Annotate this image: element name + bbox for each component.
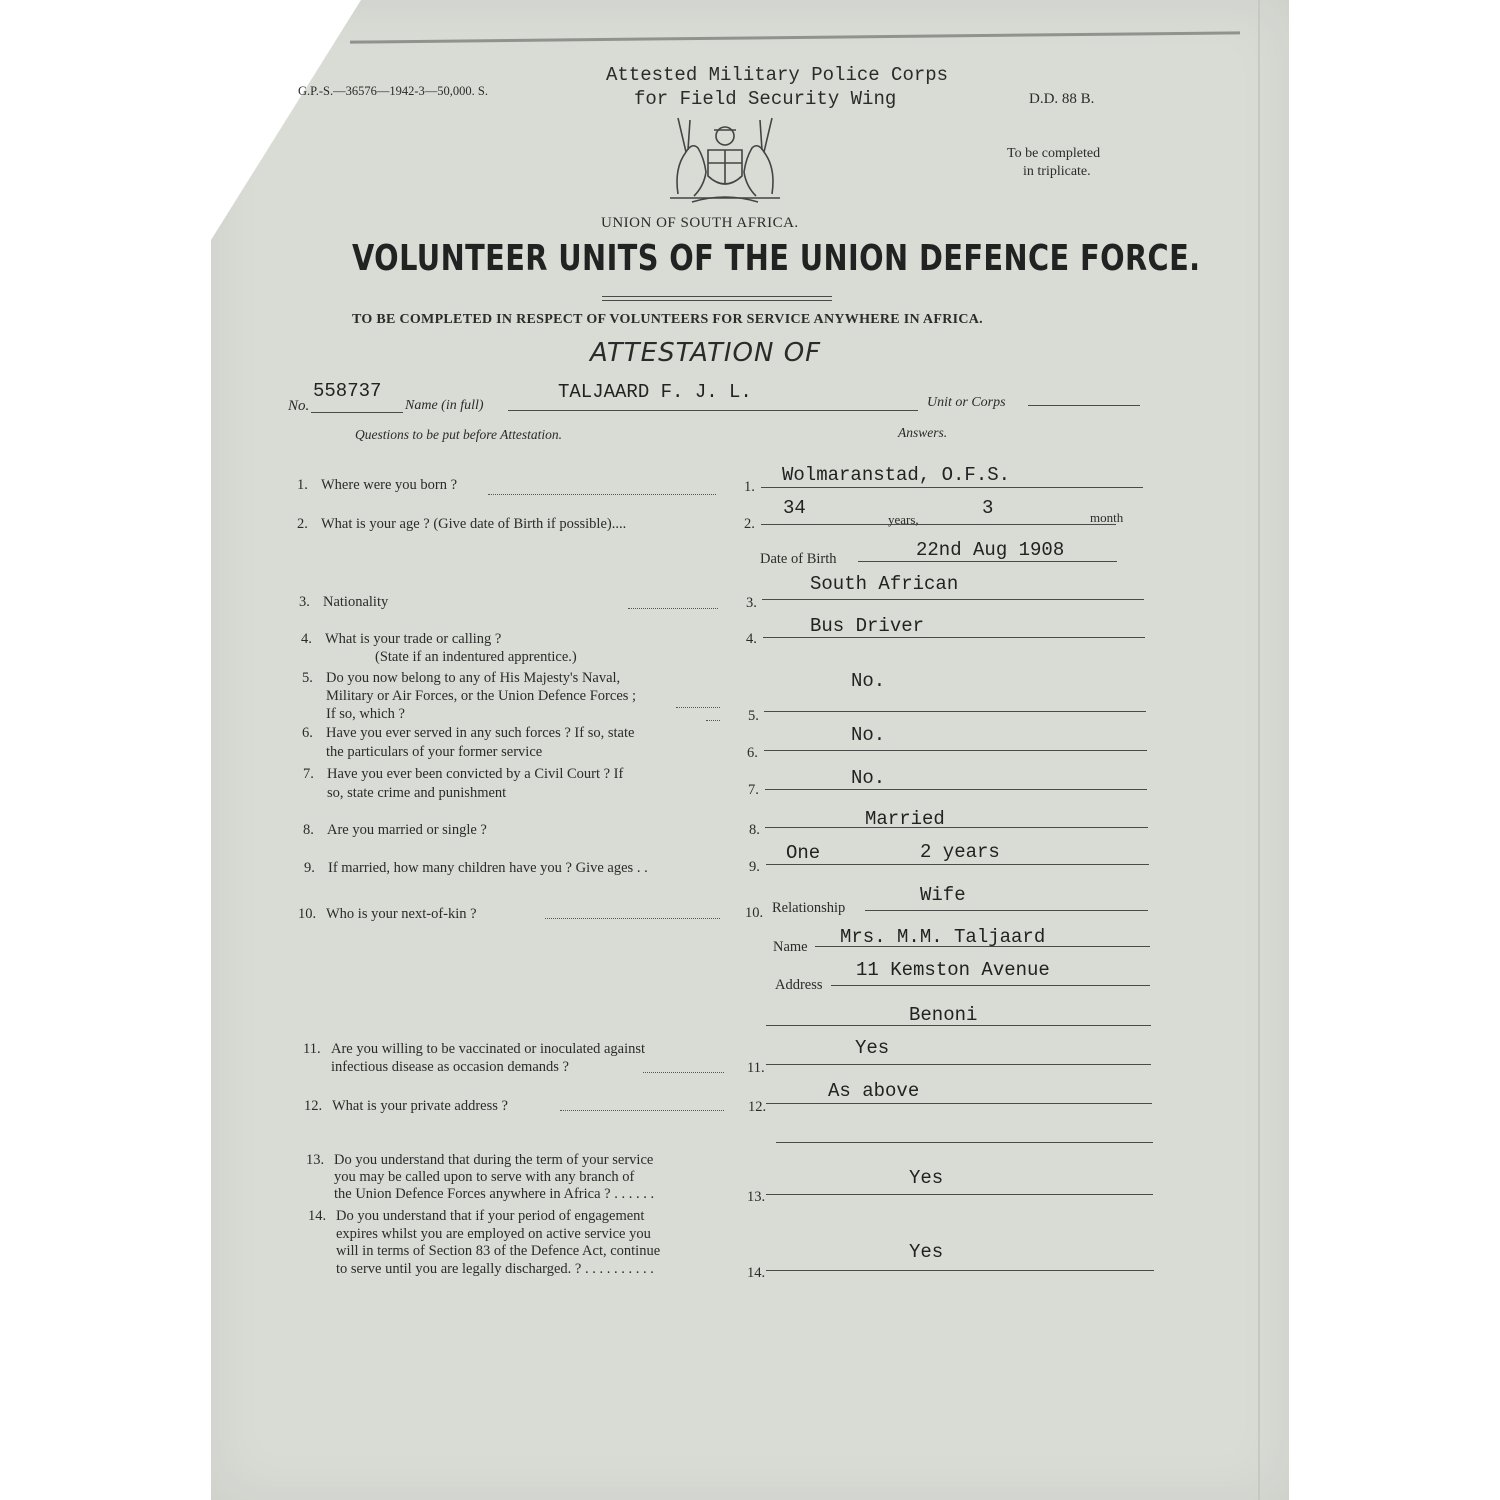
answer-number: 9. (749, 859, 760, 875)
question-4 (301, 630, 577, 666)
answer-relationship: Wife (920, 884, 966, 906)
answer-number: 1. (744, 479, 755, 495)
month-label: month (1090, 510, 1124, 525)
question-number: 6. (302, 725, 313, 741)
answer-number: 7. (748, 782, 759, 798)
corps-line-1: Attested Military Police Corps (606, 64, 949, 86)
answer-forces: No. (851, 670, 886, 692)
answer-line (765, 789, 1147, 790)
answer-line (776, 1142, 1153, 1143)
dotted-leader (488, 494, 716, 495)
name-label: Name (in full) (405, 398, 484, 413)
question-text: Are you married or single ? (327, 822, 487, 838)
question-text: Have you ever been convicted by a Civil Court ? If (327, 766, 624, 782)
answer-nationality: South African (810, 573, 959, 595)
answers-heading: Answers. (898, 425, 948, 440)
answer-number: 10. (745, 905, 764, 921)
name-line (508, 410, 918, 411)
answer-line (766, 1194, 1153, 1195)
answer-line (865, 910, 1148, 911)
question-text: Do you understand that during the term of your service (334, 1152, 654, 1168)
answer-line (765, 827, 1148, 828)
answer-kin-name: Mrs. M.M. Taljaard (840, 926, 1046, 948)
answer-birthplace: Wolmaranstad, O.F.S. (782, 464, 1011, 486)
dotted-leader (560, 1110, 724, 1111)
dotted-leader (545, 918, 720, 919)
answer-line (766, 1064, 1151, 1065)
question-number: 8. (303, 822, 314, 838)
question-number: 14. (308, 1208, 327, 1224)
question-7 (303, 765, 623, 803)
question-text: Have you ever served in any such forces ? If so, state (326, 725, 635, 741)
question-text: What is your trade or calling ? (325, 631, 502, 647)
answer-age-months: 3 (982, 497, 994, 519)
answer-marital-status: Married (865, 808, 945, 830)
question-8 (303, 821, 487, 839)
question-text: expires whilst you are employed on active service you (336, 1225, 651, 1242)
form-number: D.D. 88 B. (1029, 91, 1095, 107)
kin-name-label: Name (773, 939, 808, 955)
question-text: If married, how many children have you ? Give ages . . (328, 860, 648, 876)
answer-vaccination: Yes (855, 1037, 890, 1059)
question-text: infectious disease as occasion demands ? (331, 1059, 569, 1075)
number-line (311, 412, 403, 413)
question-text: What is your age ? (Give date of Birth if possible).... (321, 516, 627, 532)
question-text: you may be called upon to serve with any branch of (334, 1169, 635, 1185)
print-code: G.P.-S.—36576—1942-3—50,000. S. (298, 84, 488, 98)
answer-children-ages: 2 years (920, 841, 1000, 863)
question-number: 11. (303, 1041, 321, 1057)
answer-children-count: One (786, 842, 821, 864)
attestation-heading: ATTESTATION OF (590, 338, 822, 368)
question-text: so, state crime and punishment (327, 785, 507, 801)
dob-label: Date of Birth (760, 551, 837, 567)
question-9 (304, 859, 648, 877)
form-subtitle: TO BE COMPLETED IN RESPECT OF VOLUNTEERS FOR SERVICE ANYWHERE IN AFRICA. (352, 312, 983, 327)
question-3 (299, 593, 388, 611)
question-text: If so, which ? (326, 706, 405, 722)
question-number: 7. (303, 766, 314, 782)
triplicate-note-1: To be completed (1007, 146, 1101, 161)
answer-line (762, 599, 1144, 600)
question-6 (302, 724, 634, 762)
question-number: 9. (304, 860, 315, 876)
answer-number: 5. (748, 708, 759, 724)
question-text: the Union Defence Forces anywhere in Africa ? . . . . . . (334, 1186, 655, 1202)
question-text: What is your private address ? (332, 1098, 508, 1114)
question-text: Military or Air Forces, or the Union Defence Forces ; (326, 688, 637, 704)
answer-line (764, 750, 1147, 751)
question-text: Who is your next-of-kin ? (326, 906, 477, 922)
question-number: 2. (297, 516, 308, 532)
service-number: 558737 (313, 380, 382, 402)
answer-trade: Bus Driver (810, 615, 925, 637)
answer-line (766, 864, 1149, 865)
corps-line-2: for Field Security Wing (634, 88, 897, 110)
answer-understand-service: Yes (909, 1167, 944, 1189)
dotted-leader (643, 1072, 724, 1073)
answer-dob: 22nd Aug 1908 (916, 539, 1065, 561)
years-label: years, (888, 512, 919, 527)
question-5 (302, 669, 636, 723)
answer-kin-address-1: 11 Kemston Avenue (856, 959, 1050, 981)
question-14 (308, 1208, 660, 1278)
question-13 (306, 1152, 654, 1203)
answer-number: 14. (747, 1265, 766, 1281)
country-label: UNION OF SOUTH AFRICA. (601, 215, 799, 231)
name-value: TALJAARD F. J. L. (558, 381, 752, 403)
unit-line (1028, 405, 1140, 406)
dotted-leader (628, 608, 718, 609)
answer-convicted: No. (851, 767, 886, 789)
answer-line (858, 561, 1117, 562)
question-text: Where were you born ? (321, 477, 458, 493)
question-number: 12. (304, 1098, 323, 1114)
answer-age-years: 34 (783, 497, 806, 519)
answer-served: No. (851, 724, 886, 746)
answer-line (766, 1270, 1154, 1271)
unit-label: Unit or Corps (927, 395, 1006, 410)
answer-understand-discharge: Yes (909, 1241, 944, 1263)
answer-number: 8. (749, 822, 760, 838)
question-text: Do you understand that if your period of engagement (336, 1208, 645, 1224)
question-number: 5. (302, 670, 313, 686)
torn-corner (211, 0, 361, 240)
question-text: (State if an indentured apprentice.) (375, 649, 577, 665)
answer-number: 12. (748, 1099, 767, 1115)
questions-heading: Questions to be put before Attestation. (355, 427, 562, 442)
answer-kin-address-2: Benoni (909, 1004, 978, 1026)
answer-number: 6. (747, 745, 758, 761)
question-12 (304, 1097, 508, 1115)
answer-line (761, 524, 1116, 525)
dotted-leader (676, 707, 720, 708)
question-text: to serve until you are legally discharged. ? . . . . . . . . . . (336, 1260, 654, 1277)
answer-line (761, 487, 1143, 488)
question-2 (297, 515, 626, 533)
answer-private-address: As above (828, 1080, 920, 1102)
question-1 (297, 476, 457, 494)
question-11 (303, 1040, 645, 1076)
title-rule-1 (602, 296, 832, 297)
answer-number: 13. (747, 1189, 766, 1205)
answer-line (764, 711, 1146, 712)
question-number: 1. (297, 477, 308, 493)
triplicate-note-2: in triplicate. (1023, 164, 1091, 179)
address-label: Address (775, 977, 823, 993)
coat-of-arms-icon (664, 112, 786, 204)
question-10 (298, 905, 477, 923)
question-text: Are you willing to be vaccinated or inoculated against (331, 1041, 646, 1057)
dotted-leader (706, 720, 720, 721)
question-text: will in terms of Section 83 of the Defence Act, continue (336, 1243, 661, 1259)
question-number: 4. (301, 631, 312, 647)
answer-line (766, 1103, 1152, 1104)
answer-line (831, 985, 1150, 986)
sheet-right-edge (1258, 0, 1260, 1500)
question-text: Do you now belong to any of His Majesty's Naval, (326, 670, 621, 686)
number-label: No. (288, 398, 310, 414)
question-number: 13. (306, 1152, 325, 1168)
question-text: the particulars of your former service (326, 744, 543, 760)
question-number: 10. (298, 906, 317, 922)
answer-line (763, 637, 1145, 638)
form-title: VOLUNTEER UNITS OF THE UNION DEFENCE FORCE. (352, 238, 1201, 279)
answer-number: 4. (746, 631, 757, 647)
relationship-label: Relationship (772, 900, 846, 916)
question-number: 3. (299, 594, 310, 610)
answer-number: 3. (746, 595, 757, 611)
answer-number: 11. (747, 1060, 765, 1076)
question-text: Nationality (323, 594, 389, 610)
title-rule-2 (602, 300, 832, 301)
answer-number: 2. (744, 516, 755, 532)
